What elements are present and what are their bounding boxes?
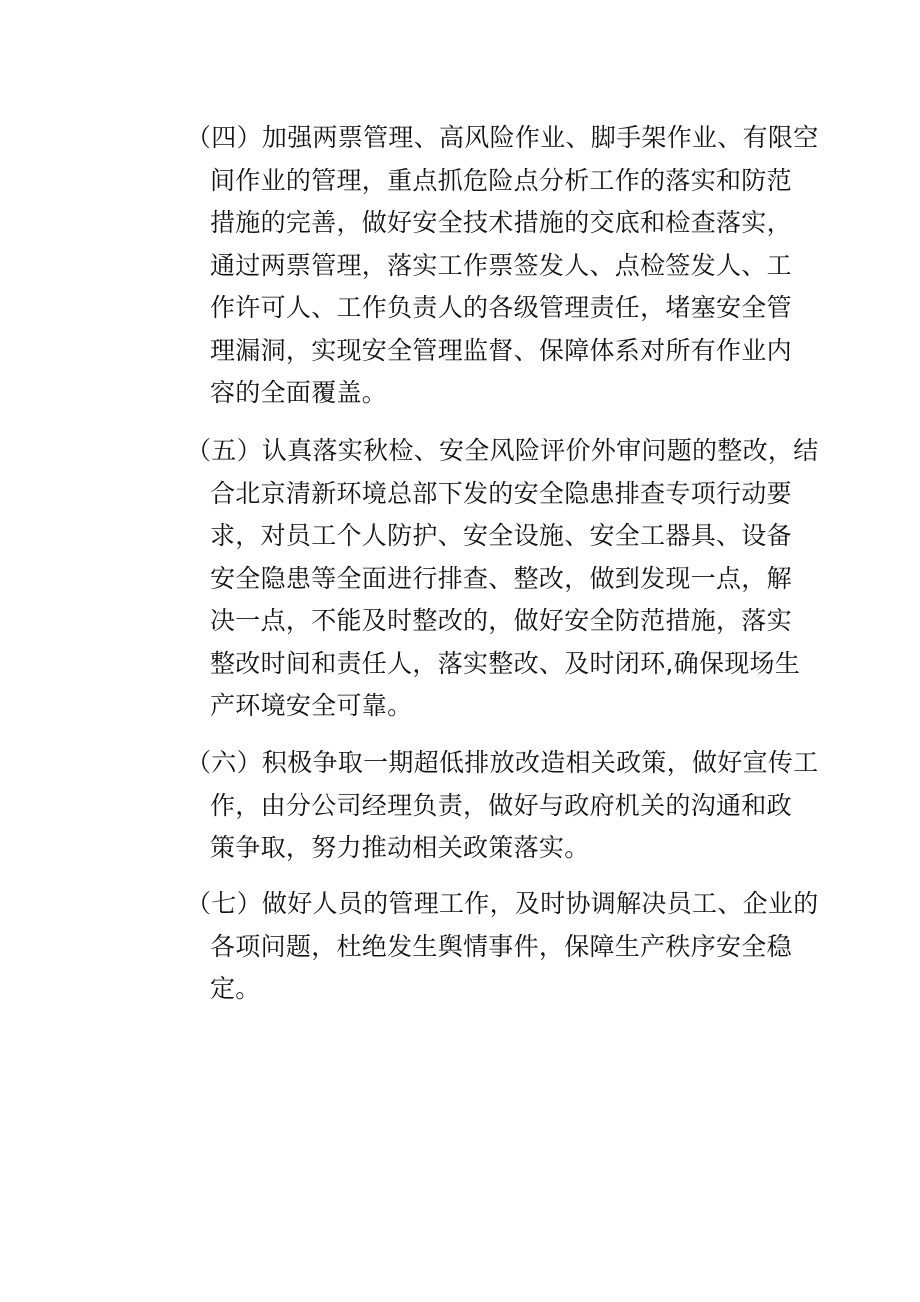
paragraph-number: （四） <box>186 123 262 152</box>
paragraph-text: 加强两票管理、高风险作业、脚手架作业、有限空 <box>261 123 819 152</box>
paragraph-5 <box>186 430 819 728</box>
paragraph-line: 合北京清新环境总部下发的安全隐患排查专项行动要 <box>210 478 792 508</box>
paragraph-line: 通过两票管理，落实工作票签发人、点检签发人、工 <box>210 250 792 280</box>
paragraph-line: 整改时间和责任人，落实整改、及时闭环,确保现场生 <box>210 648 801 678</box>
paragraph-line: 产环境安全可靠。 <box>210 691 413 720</box>
paragraph-line: 作许可人、工作负责人的各级管理责任，堵塞安全管 <box>210 293 792 322</box>
paragraph-line: 措施的完善，做好安全技术措施的交底和检查落实， <box>210 208 792 237</box>
paragraph-text: 认真落实秋检、安全风险评价外审问题的整改，结 <box>261 436 819 465</box>
paragraph-number: （七） <box>186 889 262 918</box>
paragraph-line: 策争取，努力推动相关政策落实。 <box>210 833 590 862</box>
paragraph-line: 求，对员工个人防护、安全设施、安全工器具、设备 <box>210 521 792 550</box>
paragraph-line: 安全隐患等全面进行排查、整改，做到发现一点，解 <box>210 563 792 593</box>
paragraph-number: （五） <box>186 436 262 465</box>
paragraph-first-line <box>186 117 819 160</box>
paragraph-text: 积极争取一期超低排放改造相关政策，做好宣传工 <box>261 748 819 777</box>
paragraph-first-line <box>186 883 819 926</box>
paragraph-line: 各项问题，杜绝发生舆情事件，保障生产秩序安全稳 <box>210 931 792 961</box>
paragraph-7 <box>186 883 819 1011</box>
paragraph-line: 理漏洞，实现安全管理监督、保障体系对所有作业内 <box>210 335 792 365</box>
paragraph-line: 作，由分公司经理负责，做好与政府机关的沟通和政 <box>210 790 792 820</box>
paragraph-line: 定。 <box>210 974 261 1003</box>
paragraph-line: 决一点，不能及时整改的，做好安全防范措施，落实 <box>210 606 792 635</box>
paragraph-line: 容的全面覆盖。 <box>210 378 388 407</box>
paragraph-number: （六） <box>186 748 262 777</box>
paragraph-first-line <box>186 430 819 473</box>
paragraph-6 <box>186 742 819 870</box>
paragraph-first-line <box>186 742 819 785</box>
paragraph-text: 做好人员的管理工作，及时协调解决员工、企业的 <box>261 889 819 918</box>
paragraph-line: 间作业的管理，重点抓危险点分析工作的落实和防范 <box>210 165 792 195</box>
paragraph-4 <box>186 117 819 415</box>
